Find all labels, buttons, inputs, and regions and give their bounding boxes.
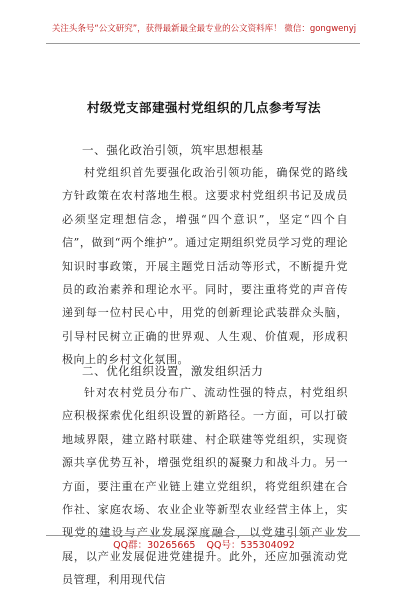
section-heading-1: 一、强化政治引领，筑牢思想根基 (82, 143, 264, 157)
header-banner: 关注头条号“公文研究”，获得最新最全最专业的公文资料库！ 微信：gongwenyj (51, 24, 357, 34)
footer-divider (46, 535, 360, 536)
section-paragraph-2: 针对农村党员分布广、流动性强的特点，村党组织应积极探索优化组织设置的新路径。一方面，可以打破地域界限，建立路村联建、村企联建等党组织，实现资源共享优势互补，增强党组织的凝聚力和战斗力。另一方面，要注重在产业链上建立党组织，将党组织建在合作社、家庭农场、农业企业等新型农业经营主体上，实现党的建设与产业发展深度融合，以党建引领产业发展，以产业发展促进党建提升。此外，还应加强流动党员管理，利用现代信 (62, 386, 348, 587)
document-title: 村级党支部建强村党组织的几点参考写法 (86, 100, 321, 115)
header-divider (46, 43, 360, 44)
section-paragraph-1: 村党组织首先要强化政治引领功能，确保党的路线方针政策在农村落地生根。这要求村党组织书记及成员必须坚定理想信念，增强“四个意识”，坚定“四个自信”，做到“两个维护”。通过定期组织党员学习党的理论知识时事政策，开展主题党日活动等形式，不断提升党员的政治素养和理论水平。同时，要注重将党的声音传递到每一位村民心中，用党的创新理论武装群众头脑，引导村民树立正确的世界观、人生观、价值观，形成积极向上的乡村文化氛围。 (62, 166, 348, 367)
section-heading-2: 二、优化组织设置，激发组织活力 (82, 364, 264, 378)
footer-contact: QQ群：30265665 QQ号：535304092 (113, 540, 295, 551)
